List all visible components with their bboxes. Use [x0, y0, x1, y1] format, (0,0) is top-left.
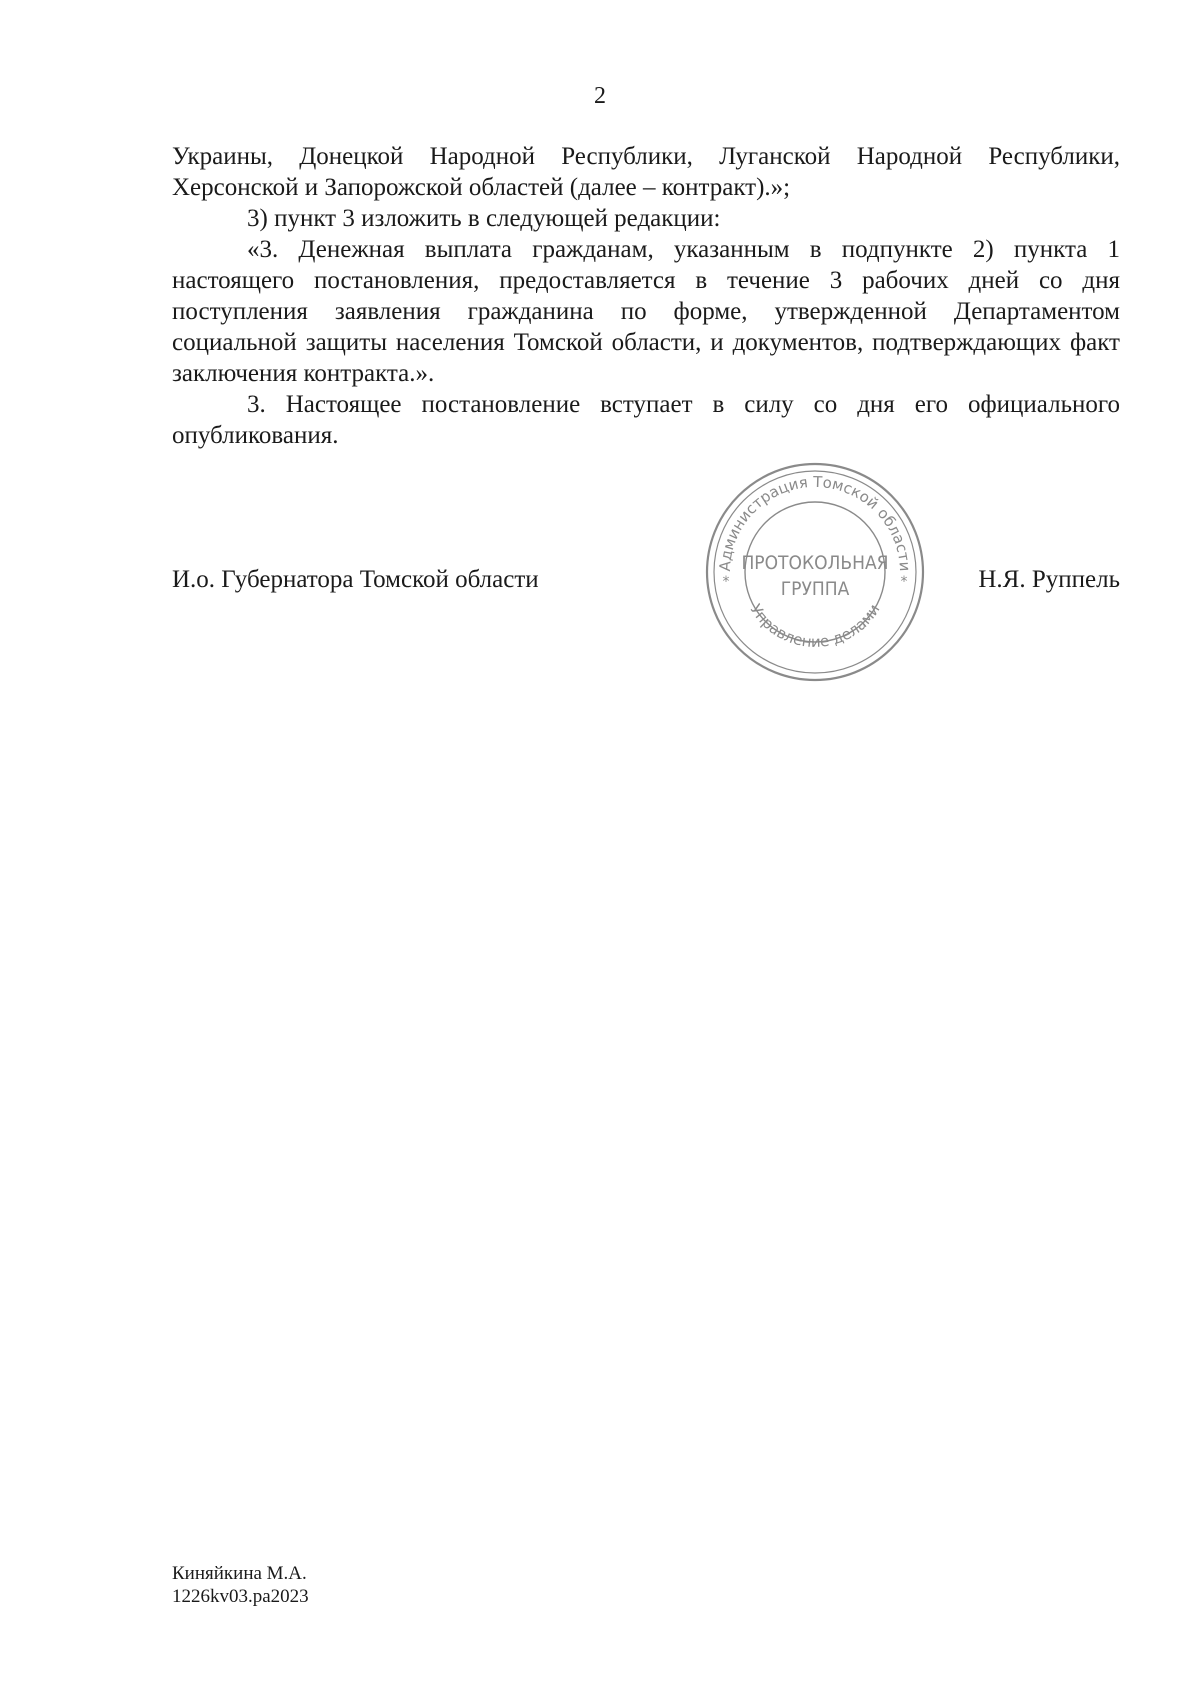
stamp-outer-bottom-text: Управление делами [746, 600, 884, 651]
signature-block [172, 564, 1120, 598]
page-number: 2 [594, 83, 606, 109]
paragraph-effective-date: 3. Настоящее постановление вступает в силу со дня его официального опубликования. [172, 391, 1120, 449]
document-code: 1226kv03.pa2023 [172, 1586, 309, 1607]
stamp-star-right-icon: * [900, 574, 908, 590]
signatory-name: Н.Я. Руппель [978, 566, 1120, 593]
document-footer [172, 1562, 309, 1608]
signatory-position: И.о. Губернатора Томской области [172, 566, 539, 593]
stamp-center-line1: ПРОТОКОЛЬНАЯ [741, 552, 889, 574]
paragraph-item-3: 3) пункт 3 изложить в следующей редакции: [247, 205, 721, 232]
stamp-star-left-icon: * [722, 574, 730, 590]
stamp-center-line2: ГРУППА [780, 578, 850, 600]
document-body [172, 141, 1120, 451]
official-stamp [700, 457, 930, 687]
paragraph-continuation: Украины, Донецкой Народной Республики, Луганской Народной Республики, Херсонской и Запорожской областей (далее – контракт).»; [172, 143, 1120, 201]
stamp-outer-top-text: Администрация Томской области [715, 472, 915, 572]
paragraph-quoted-clause: «3. Денежная выплата гражданам, указанным в подпункте 2) пункта 1 настоящего постановления, предоставляется в течение 3 рабочих дней со дня поступления заявления гражданина по форме, утвержденной Департаментом социальной защиты населения Томской области, и документов, подтверждающих факт заключения контракта.». [172, 236, 1120, 387]
stamp-seal [700, 457, 930, 687]
executor-name: Киняйкина М.А. [172, 1563, 307, 1584]
